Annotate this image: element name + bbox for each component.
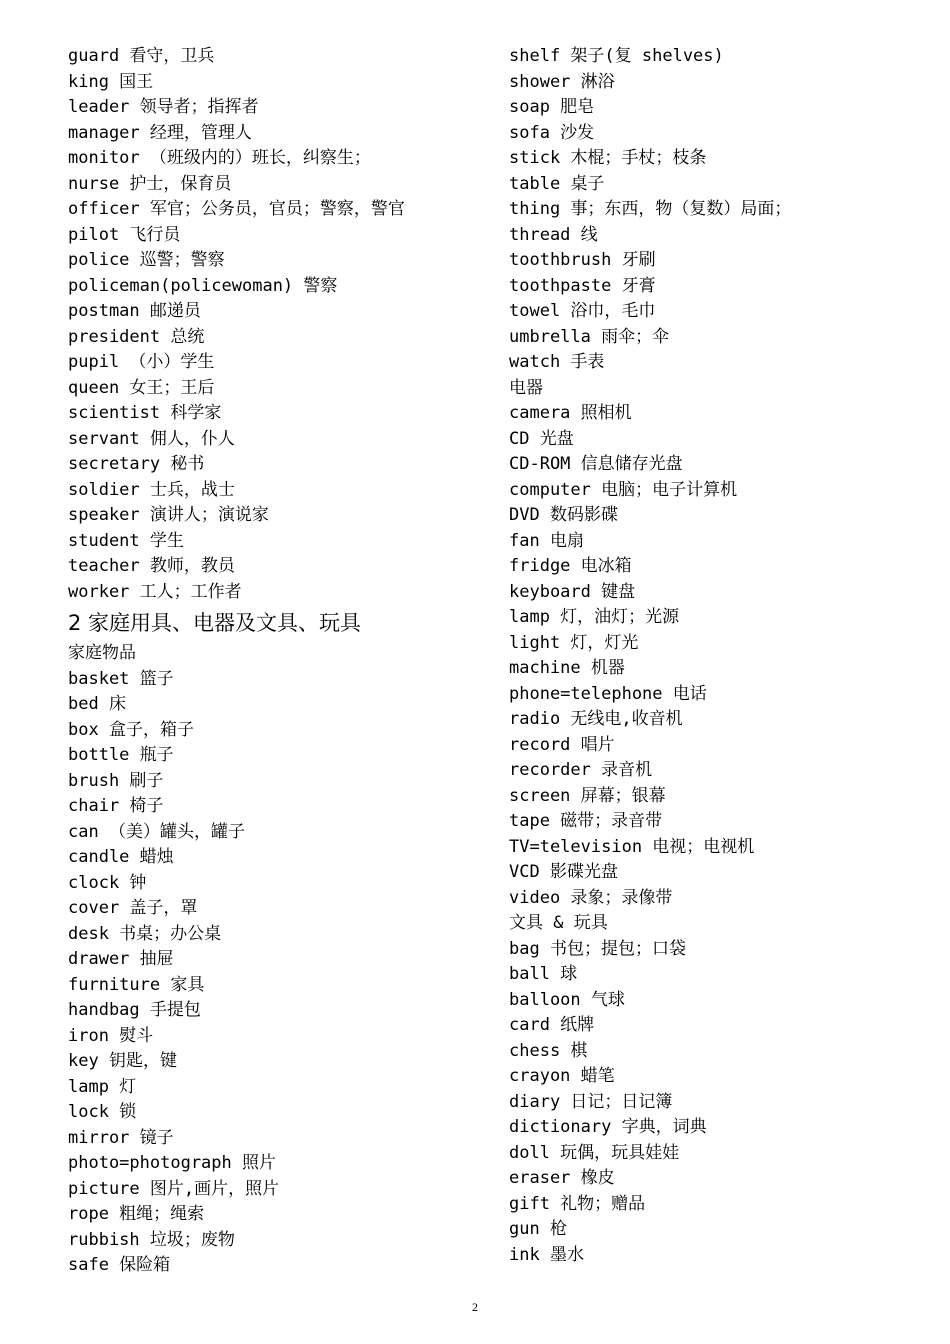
vocab-entry: servant 佣人，仆人 bbox=[68, 428, 235, 449]
vocab-entry: diary 日记；日记簿 bbox=[509, 1091, 673, 1112]
vocab-entry: can （美）罐头，罐子 bbox=[68, 821, 245, 842]
vocab-entry: fridge 电冰箱 bbox=[509, 556, 632, 576]
vocab-entry: pilot 飞行员 bbox=[68, 224, 181, 245]
vocab-entry: keyboard 键盘 bbox=[509, 581, 636, 602]
vocab-entry: clock 钟 bbox=[68, 872, 147, 893]
left-column bbox=[68, 44, 488, 1279]
vocab-entry: card 纸牌 bbox=[509, 1015, 595, 1035]
vocab-entry: furniture 家具 bbox=[68, 974, 205, 995]
vocab-entry: computer 电脑；电子计算机 bbox=[509, 479, 738, 500]
vocab-entry: toothpaste 牙膏 bbox=[509, 275, 656, 296]
vocab-entry: record 唱片 bbox=[509, 734, 615, 755]
vocab-entry: soldier 士兵，战士 bbox=[68, 479, 235, 500]
vocab-entry: shelf 架子(复 shelves) bbox=[509, 46, 724, 66]
right-column bbox=[509, 44, 929, 1268]
vocab-entry: gun 枪 bbox=[509, 1219, 567, 1239]
vocab-entry: cover 盖子，罩 bbox=[68, 898, 198, 918]
vocab-entry: worker 工人；工作者 bbox=[68, 581, 242, 602]
vocab-entry: manager 经理，管理人 bbox=[68, 122, 252, 143]
vocab-entry: police 巡警；警察 bbox=[68, 250, 225, 270]
vocab-entry: rubbish 垃圾；废物 bbox=[68, 1229, 235, 1250]
section-heading: 2 家庭用具、电器及文具、玩具 bbox=[68, 611, 362, 635]
vocab-entry: king 国王 bbox=[68, 71, 154, 92]
vocab-entry: lamp 灯 bbox=[68, 1076, 137, 1097]
vocab-entry: shower 淋浴 bbox=[509, 71, 615, 92]
vocab-entry: president 总统 bbox=[68, 326, 205, 347]
vocab-entry: umbrella 雨伞；伞 bbox=[509, 326, 670, 347]
vocab-entry: chair 椅子 bbox=[68, 796, 164, 816]
vocab-entry: balloon 气球 bbox=[509, 989, 625, 1010]
vocab-entry: policeman(policewoman) 警察 bbox=[68, 275, 338, 296]
vocab-entry: video 录象；录像带 bbox=[509, 887, 673, 908]
vocab-entry: ink 墨水 bbox=[509, 1244, 584, 1265]
vocab-entry: CD 光盘 bbox=[509, 428, 574, 449]
vocab-entry: photo=photograph 照片 bbox=[68, 1153, 276, 1173]
vocab-entry: safe 保险箱 bbox=[68, 1255, 171, 1275]
vocab-entry: picture 图片,画片，照片 bbox=[68, 1178, 280, 1199]
vocab-entry: box 盒子，箱子 bbox=[68, 719, 194, 740]
vocab-entry: chess 棋 bbox=[509, 1040, 588, 1061]
vocab-entry: bag 书包；提包；口袋 bbox=[509, 938, 686, 959]
vocab-entry: recorder 录音机 bbox=[509, 760, 653, 780]
vocab-entry: gift 礼物；赠品 bbox=[509, 1193, 646, 1214]
vocab-entry: bed 床 bbox=[68, 694, 126, 714]
vocab-entry: brush 刷子 bbox=[68, 770, 164, 791]
vocab-entry: soap 肥皂 bbox=[509, 97, 595, 117]
vocab-entry: towel 浴巾，毛巾 bbox=[509, 301, 656, 321]
vocab-entry: secretary 秘书 bbox=[68, 454, 205, 474]
vocab-entry: bottle 瓶子 bbox=[68, 745, 174, 765]
page-number: 2 bbox=[472, 1300, 478, 1314]
vocab-entry: light 灯，灯光 bbox=[509, 632, 639, 653]
vocab-entry: table 桌子 bbox=[509, 173, 605, 194]
vocab-entry: key 钥匙，键 bbox=[68, 1051, 177, 1071]
vocab-entry: scientist 科学家 bbox=[68, 403, 222, 423]
vocab-entry: tape 磁带；录音带 bbox=[509, 811, 663, 831]
vocab-entry: screen 屏幕；银幕 bbox=[509, 785, 666, 806]
vocab-entry: handbag 手提包 bbox=[68, 1000, 201, 1020]
vocab-entry: fan 电扇 bbox=[509, 530, 584, 551]
vocab-entry: thing 事；东西，物（复数）局面； bbox=[509, 199, 792, 219]
vocab-entry: pupil （小）学生 bbox=[68, 352, 215, 372]
vocab-entry: phone=telephone 电话 bbox=[509, 683, 707, 704]
vocab-entry: stick 木棍；手杖；枝条 bbox=[509, 148, 707, 168]
vocab-entry: candle 蜡烛 bbox=[68, 847, 174, 867]
vocab-entry: VCD 影碟光盘 bbox=[509, 862, 618, 882]
vocab-entry: DVD 数码影碟 bbox=[509, 505, 618, 525]
vocab-entry: machine 机器 bbox=[509, 658, 625, 678]
vocab-entry: teacher 教师，教员 bbox=[68, 556, 235, 576]
vocab-entry: 电器 bbox=[509, 377, 543, 398]
vocab-entry: watch 手表 bbox=[509, 352, 605, 372]
vocab-entry: 文具 & 玩具 bbox=[509, 913, 608, 933]
vocab-entry: mirror 镜子 bbox=[68, 1127, 174, 1148]
vocab-entry: nurse 护士，保育员 bbox=[68, 173, 232, 194]
vocab-entry: eraser 橡皮 bbox=[509, 1168, 615, 1188]
vocab-entry: thread 线 bbox=[509, 224, 598, 245]
vocab-entry: camera 照相机 bbox=[509, 403, 632, 423]
vocab-entry: iron 熨斗 bbox=[68, 1025, 154, 1046]
vocab-entry: basket 篮子 bbox=[68, 668, 174, 689]
vocab-entry: lock 锁 bbox=[68, 1102, 137, 1122]
vocab-entry: drawer 抽屉 bbox=[68, 949, 174, 969]
vocab-entry: queen 女王；王后 bbox=[68, 377, 215, 398]
vocab-entry: postman 邮递员 bbox=[68, 301, 201, 321]
vocab-entry: student 学生 bbox=[68, 530, 184, 551]
vocab-entry: leader 领导者；指挥者 bbox=[68, 97, 259, 117]
vocab-entry: speaker 演讲人；演说家 bbox=[68, 505, 269, 525]
vocab-entry: doll 玩偶，玩具娃娃 bbox=[509, 1142, 680, 1163]
vocab-entry: radio 无线电,收音机 bbox=[509, 709, 683, 729]
vocab-entry: dictionary 字典，词典 bbox=[509, 1117, 707, 1137]
vocab-entry: CD-ROM 信息储存光盘 bbox=[509, 454, 683, 474]
vocab-entry: officer 军官；公务员，官员；警察，警官 bbox=[68, 199, 405, 219]
vocab-entry: 家庭物品 bbox=[68, 643, 136, 663]
vocab-entry: guard 看守，卫兵 bbox=[68, 46, 215, 66]
vocab-entry: crayon 蜡笔 bbox=[509, 1066, 615, 1086]
vocab-entry: sofa 沙发 bbox=[509, 122, 595, 143]
vocab-entry: lamp 灯，油灯；光源 bbox=[509, 607, 680, 627]
vocab-entry: monitor （班级内的）班长，纠察生； bbox=[68, 148, 371, 168]
vocab-entry: rope 粗绳；绳索 bbox=[68, 1204, 205, 1224]
vocab-entry: ball 球 bbox=[509, 964, 578, 984]
vocab-entry: desk 书桌；办公桌 bbox=[68, 923, 222, 944]
vocab-entry: TV=television 电视；电视机 bbox=[509, 836, 755, 857]
vocab-entry: toothbrush 牙刷 bbox=[509, 250, 656, 270]
